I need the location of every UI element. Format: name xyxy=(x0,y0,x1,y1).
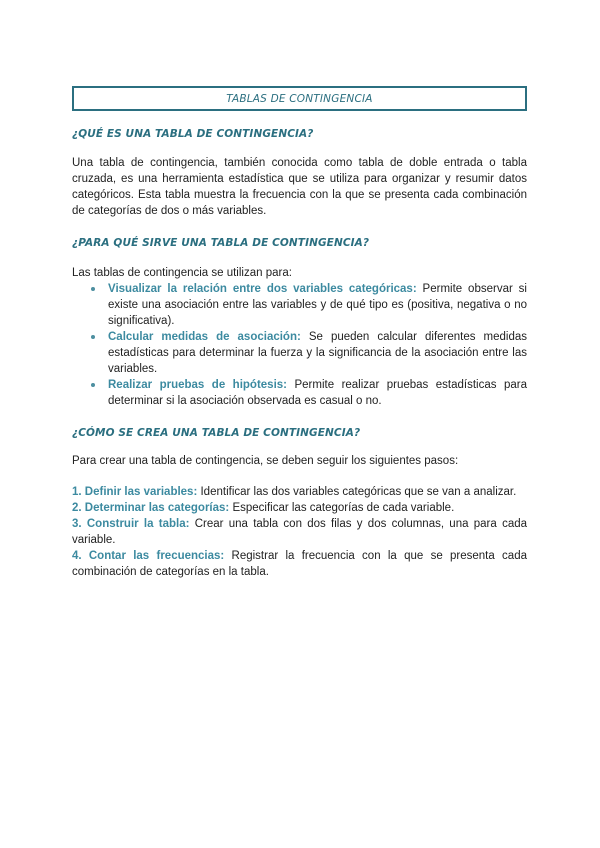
step-item xyxy=(72,516,527,548)
list-item xyxy=(108,281,527,329)
document-page xyxy=(72,86,527,580)
step-text: Identificar las dos variables categóricas que se van a analizar. xyxy=(197,486,517,498)
list-item-term: Visualizar la relación entre dos variables categóricas: xyxy=(108,283,417,295)
step-term: 2. Determinar las categorías: xyxy=(72,502,230,514)
step-term: 3. Construir la tabla: xyxy=(72,518,190,530)
list-item-term: Calcular medidas de asociación: xyxy=(108,331,301,343)
section-heading-purpose: ¿PARA QUÉ SIRVE UNA TABLA DE CONTINGENCIA? xyxy=(72,237,370,249)
bullet-icon xyxy=(91,383,95,387)
section-paragraph-what-is: Una tabla de contingencia, también conocida como tabla de doble entrada o tabla cruzada, es una herramienta estadística que se utiliza para organizar y resumir datos categóricos. Esta tabla muestra la frecuencia con la que se presenta cada combinación de categorías de dos o más variables. xyxy=(72,157,527,217)
bullet-icon xyxy=(91,287,95,291)
purpose-intro: Las tablas de contingencia se utilizan para: xyxy=(72,267,292,279)
list-item xyxy=(108,329,527,377)
step-text: Registrar la frecuencia con la que se presenta cada combinación de categorías en la tabla. xyxy=(72,550,527,578)
section-heading-how-to: ¿CÓMO SE CREA UNA TABLA DE CONTINGENCIA? xyxy=(72,427,361,439)
title-box xyxy=(72,86,527,111)
document-title: TABLAS DE CONTINGENCIA xyxy=(226,92,373,105)
step-term: 4. Contar las frecuencias: xyxy=(72,550,225,562)
list-item xyxy=(108,377,527,409)
purpose-list xyxy=(72,281,527,409)
list-item-text: Se pueden calcular diferentes medidas estadísticas para determinar la fuerza y la significancia de la asociación entre las variables. xyxy=(108,331,528,375)
list-item-term: Realizar pruebas de hipótesis: xyxy=(108,379,287,391)
steps-list xyxy=(72,484,527,580)
step-term: 1. Definir las variables: xyxy=(72,486,198,498)
bullet-icon xyxy=(91,335,95,339)
step-text: Crear una tabla con dos filas y dos columnas, una para cada variable. xyxy=(72,518,528,546)
section-heading-what-is: ¿QUÉ ES UNA TABLA DE CONTINGENCIA? xyxy=(72,128,314,140)
step-item xyxy=(72,484,527,500)
how-to-intro: Para crear una tabla de contingencia, se deben seguir los siguientes pasos: xyxy=(72,455,459,467)
list-item-text: Permite realizar pruebas estadísticas para determinar si la asociación observada es casual o no. xyxy=(108,379,527,407)
list-item-text: Permite observar si existe una asociación entre las variables y de qué tipo es (positiva, negativa o no significativa). xyxy=(108,283,527,327)
step-item xyxy=(72,548,527,580)
step-text: Especificar las categorías de cada variable. xyxy=(229,502,455,514)
step-item xyxy=(72,500,527,516)
